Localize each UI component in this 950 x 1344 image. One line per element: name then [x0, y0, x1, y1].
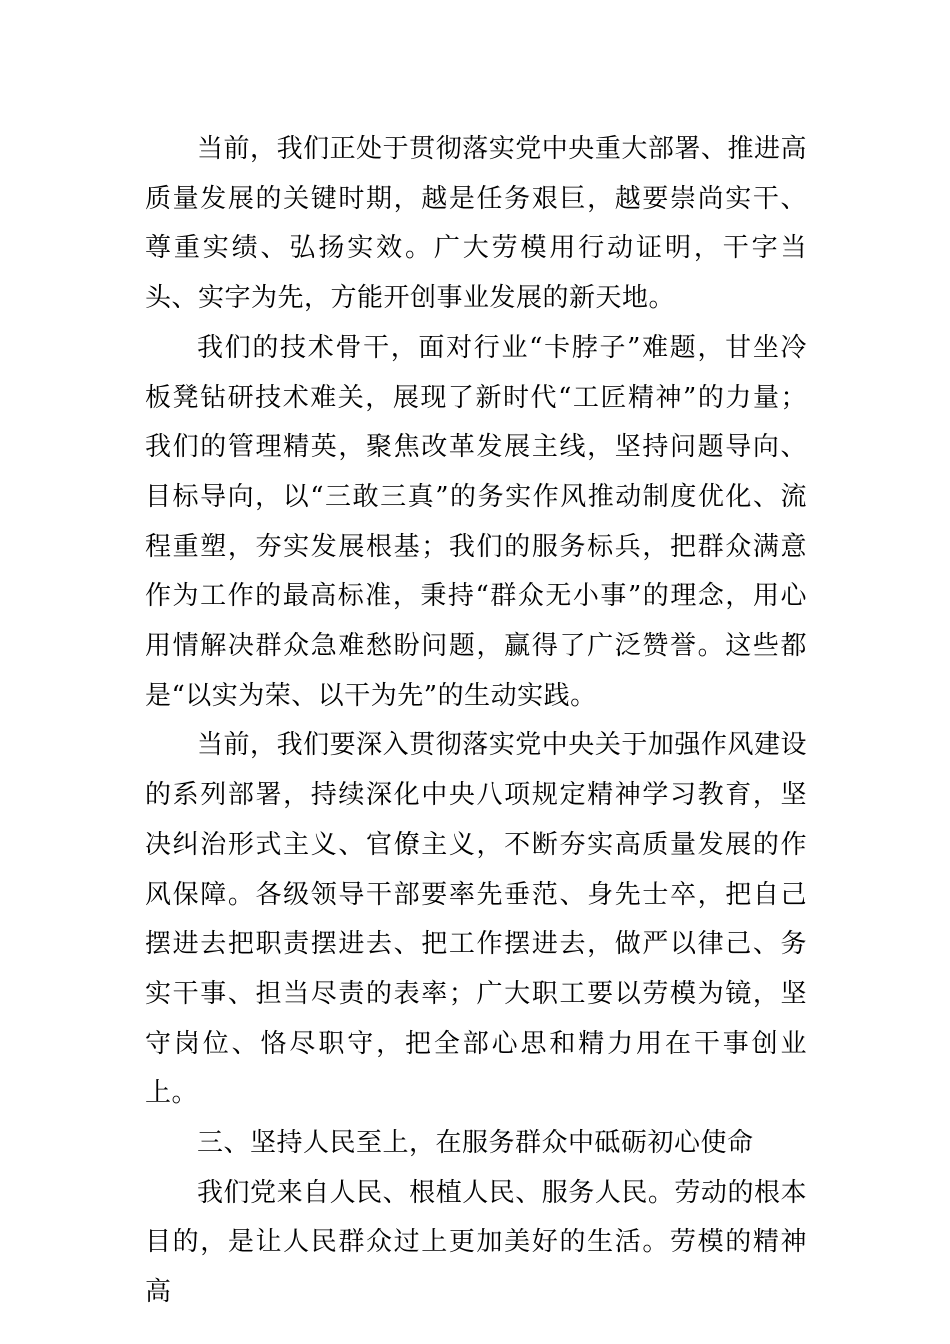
- paragraph-2: 我们的技术骨干，面对行业“卡脖子”难题，甘坐冷板凳钻研技术难关，展现了新时代“工匠精神”的力量；我们的管理精英，聚焦改革发展主线，坚持问题导向、目标导向，以“三敢三真”的务实作风推动制度优化、流程重塑，夯实发展根基；我们的服务标兵，把群众满意作为工作的最高标准，秉持“群众无小事”的理念，用心用情解决群众急难愁盼问题，赢得了广泛赞誉。这些都是“以实为荣、以干为先”的生动实践。: [145, 332, 807, 711]
- document-body: [145, 125, 807, 1318]
- paragraph-3: 当前，我们要深入贯彻落实党中央关于加强作风建设的系列部署，持续深化中央八项规定精神学习教育，坚决纠治形式主义、官僚主义，不断夯实高质量发展的作风保障。各级领导干部要率先垂范、身先士卒，把自己摆进去把职责摆进去、把工作摆进去，做严以律己、务实干事、担当尽责的表率；广大职工要以劳模为镜，坚守岗位、恪尽职守，把全部心思和精力用在干事创业上。: [145, 730, 807, 1109]
- section-heading: 三、坚持人民至上，在服务群众中砥砺初心使命: [197, 1128, 754, 1159]
- paragraph-1: 当前，我们正处于贯彻落实党中央重大部署、推进高质量发展的关键时期，越是任务艰巨，越要崇尚实干、尊重实绩、弘扬实效。广大劳模用行动证明，干字当头、实字为先，方能开创事业发展的新天地。: [145, 134, 807, 314]
- paragraph-4: 我们党来自人民、根植人民、服务人民。劳动的根本目的，是让人民群众过上更加美好的生活。劳模的精神高: [145, 1177, 807, 1308]
